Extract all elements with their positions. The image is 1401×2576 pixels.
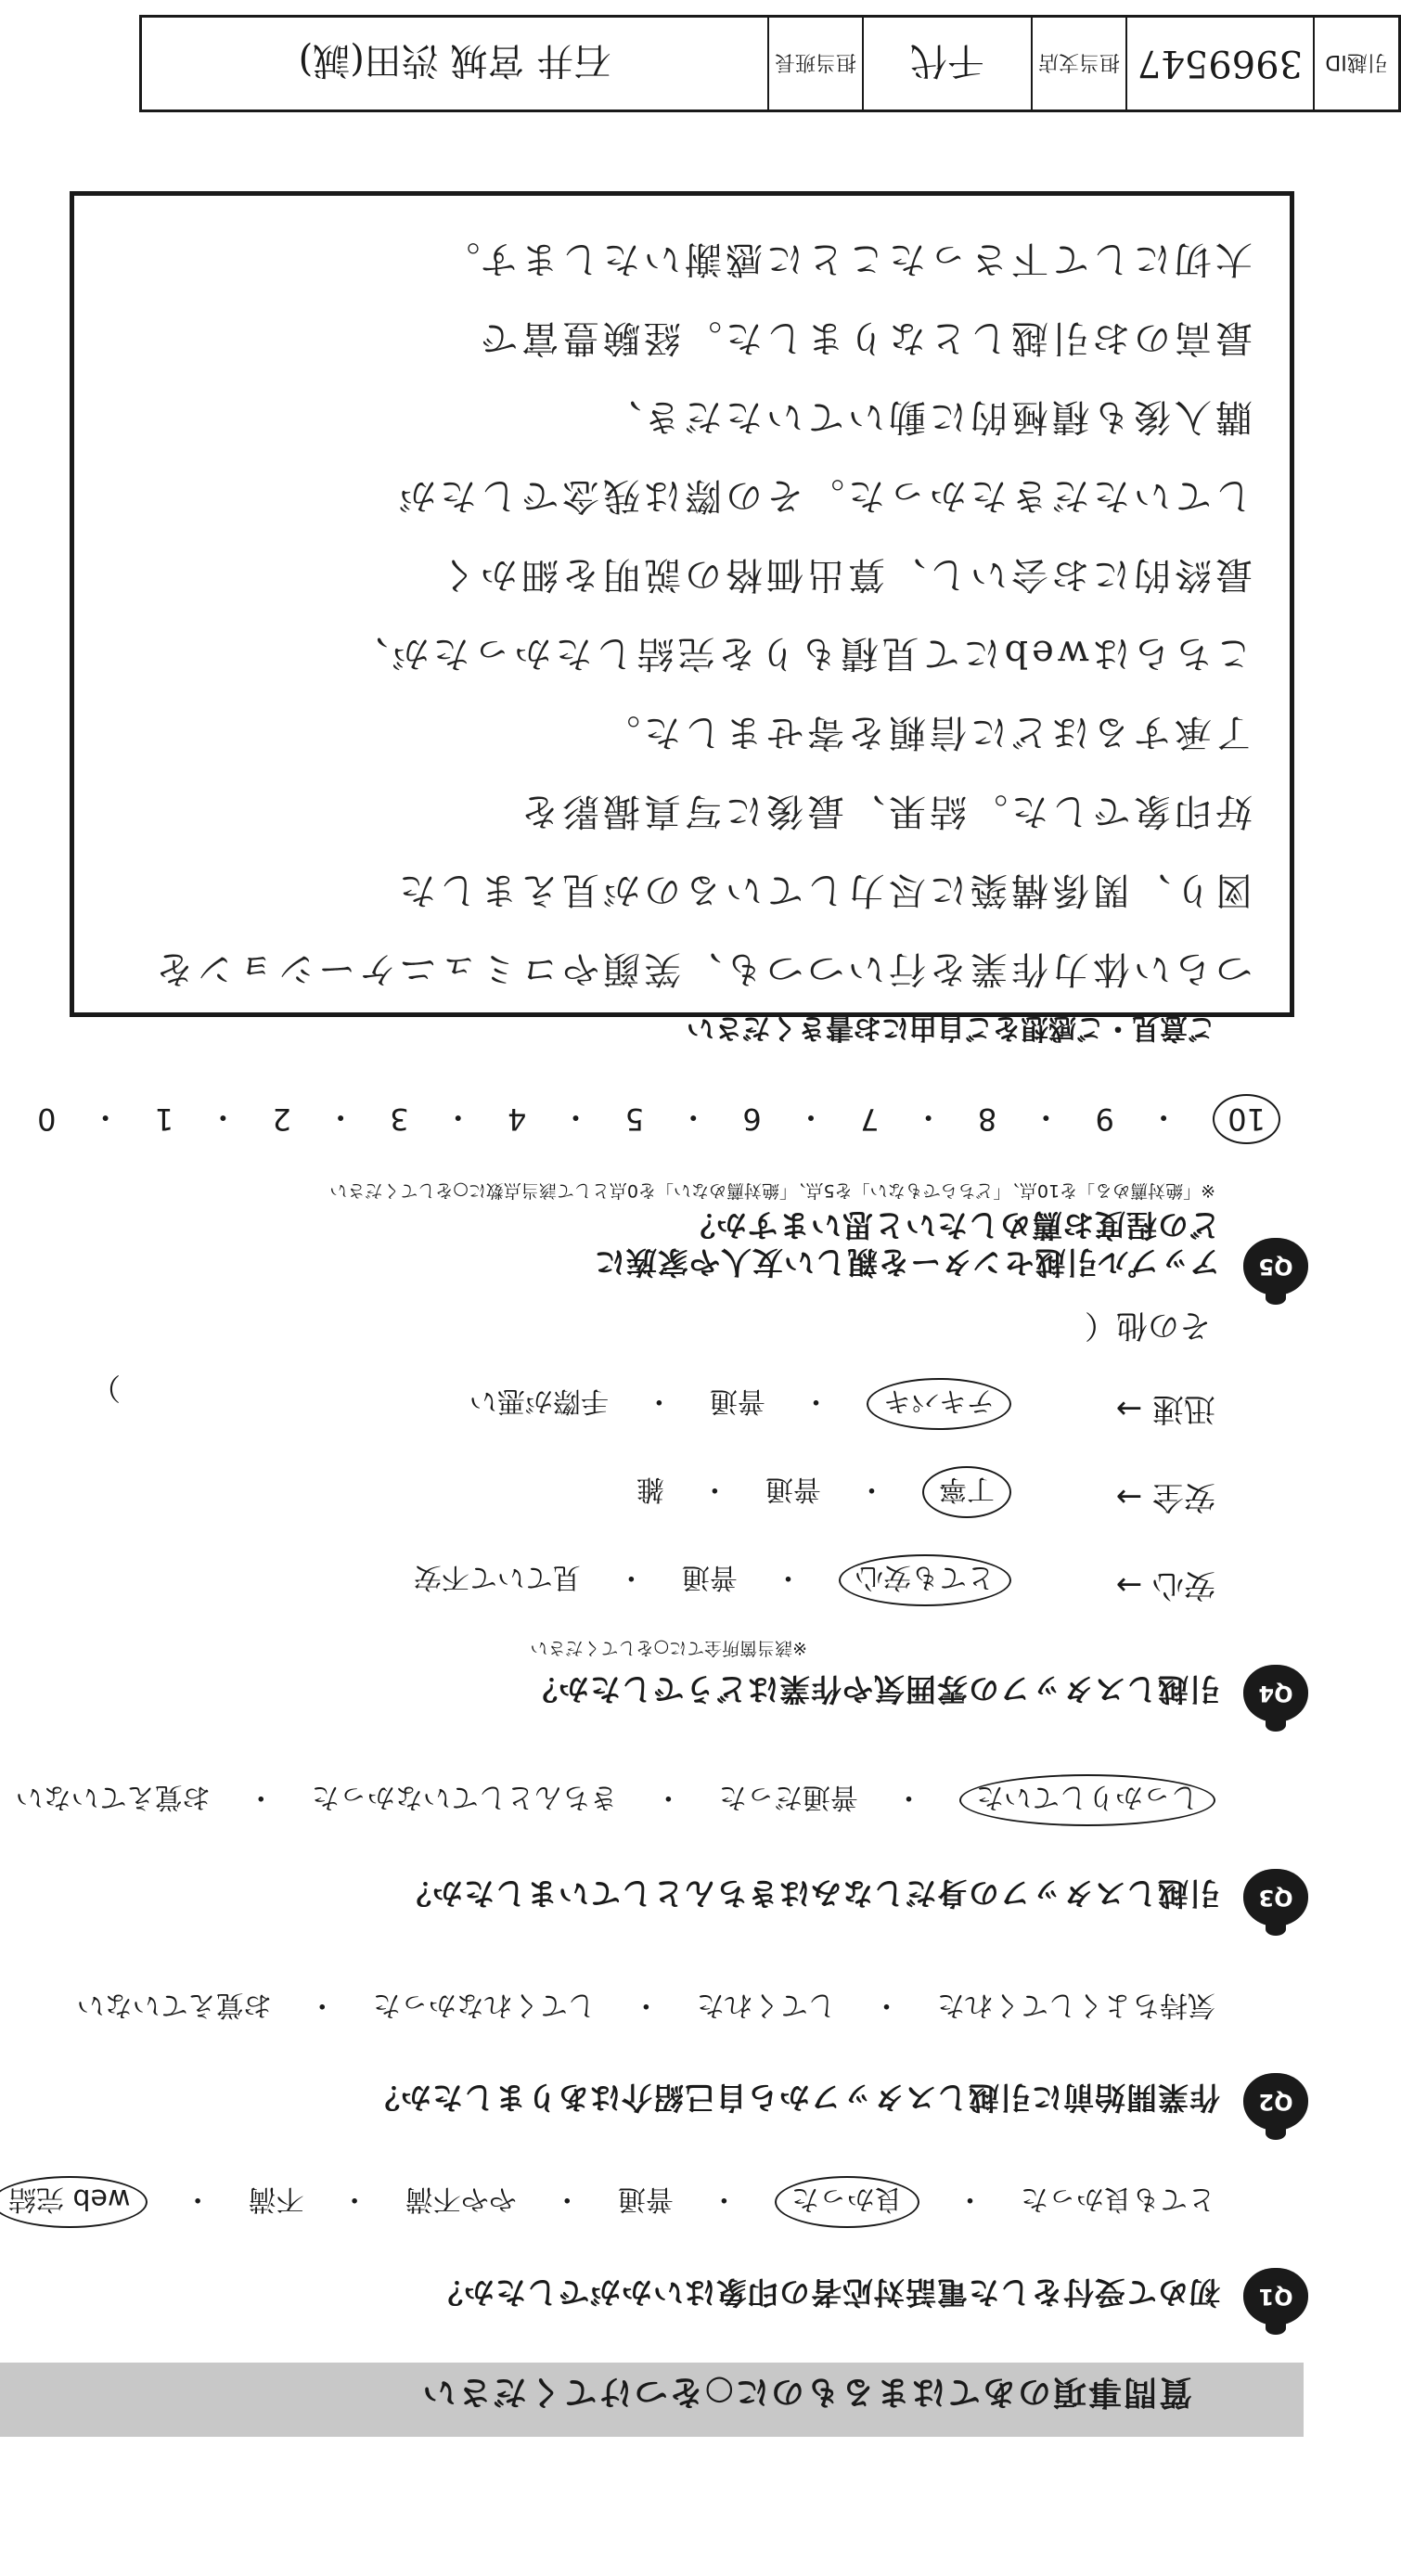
q3-badge: Q3 [1243, 1869, 1308, 1926]
q3-options: しっかりしていた ・ 普通だった ・ きちんとしていなかった ・ お覚えていない [0, 1774, 1215, 1826]
comment-title: ご意見・ご感想をご自由にお書きください [687, 1011, 1215, 1044]
q1-option-4[interactable]: やや不満 [405, 2183, 517, 2215]
q2-options: 気持ちよくしてくれた ・ してくれた ・ してくれなかった ・ お覚えていない [49, 1988, 1215, 2029]
comment-line-7: していただきたかった。その際は残念でしたが [395, 474, 1253, 517]
score-10-selected[interactable]: 10 [1213, 1094, 1280, 1144]
q4-anzen-option-3[interactable]: 雑 [636, 1473, 664, 1505]
comment-line-5: こちらはwebにて見積もりを完結したかったが、 [347, 632, 1253, 675]
q4-jinsoku-option-1-selected[interactable]: テキパキ [867, 1378, 1011, 1430]
q1-option-2-selected[interactable]: 良かった [775, 2176, 919, 2228]
comment-line-2: 図り、関係構築に尽力しているのが見えました [395, 869, 1253, 911]
q4-row-anzen-label: 安全 → [1115, 1478, 1215, 1515]
q1-option-6-selected[interactable]: web 完結 [0, 2176, 148, 2228]
id-value[interactable]: 3969547 [1125, 18, 1313, 109]
q5-text-line1: アップル引越センターを親しい友人や家族に [593, 1244, 1220, 1281]
score-9[interactable]: 9 [1095, 1101, 1114, 1137]
score-0[interactable]: 0 [37, 1101, 57, 1137]
id-label: 引越ID [1313, 18, 1398, 109]
q5-text-line2: どの程度お薦めしたいと思いますか？ [684, 1207, 1220, 1243]
comment-line-1: つらい体力作業を行いつつも、笑顔やコミュニケーションを [152, 947, 1253, 990]
comment-line-6: 最終的にお会いし、算出価格の説明を細かく [436, 553, 1253, 596]
q4-anshin-option-3[interactable]: 見ていて不安 [413, 1561, 581, 1593]
q2-option-3[interactable]: してくれなかった [372, 1989, 596, 2021]
q4-anshin-option-2[interactable]: 普通 [681, 1561, 738, 1593]
q4-row-anshin-options: とても安心 ・ 普通 ・ 見ていて不安 [386, 1554, 1011, 1606]
score-7[interactable]: 7 [860, 1101, 880, 1137]
page-title: 質問事項のあてはまるものに○をつけてください [420, 2373, 1192, 2411]
q4-note: ※該当箇所全てに○をしてください [530, 1638, 807, 1658]
comment-line-10: 大切にして下さったことに感謝いたします。 [439, 238, 1253, 280]
q4-row-jinsoku-label: 迅速 → [1115, 1390, 1215, 1427]
q1-option-3[interactable]: 普通 [617, 2183, 674, 2215]
branch-label: 担当支店 [1031, 18, 1125, 109]
q1-text: 初めて受付をした電話対応者の印象はいかがでしたか？ [431, 2274, 1220, 2311]
q2-badge: Q2 [1243, 2073, 1308, 2131]
q2-text: 作業開始前に引越しスタッフから自己紹介はありましたか？ [368, 2080, 1220, 2116]
q4-row-anshin-label: 安心 → [1115, 1566, 1215, 1604]
q4-other-label: その他（ [1085, 1307, 1211, 1344]
q4-text: 引越しスタッフの雰囲気や作業はどうでしたか？ [526, 1671, 1220, 1707]
q2-option-4[interactable]: お覚えていない [76, 1989, 272, 2021]
q4-badge: Q4 [1243, 1665, 1308, 1722]
q3-option-1-selected[interactable]: しっかりしていた [959, 1774, 1215, 1826]
staff-label: 担当班長 [767, 18, 862, 109]
comment-line-4: 了承するほどに信頼を寄せました。 [599, 711, 1253, 753]
score-1[interactable]: 1 [154, 1101, 174, 1137]
score-2[interactable]: 2 [272, 1101, 291, 1137]
q5-note: ※「絶対薦める」を10点、「どちらでもない」を5点、「絶対薦めない」を0点として該当点数に○をしてください [329, 1180, 1215, 1201]
comment-line-8: 購入後も積極的に動いていただき、 [600, 395, 1253, 438]
comment-line-3: 好印象でした。結果、最後に写真撮影を [518, 790, 1253, 832]
q1-option-1[interactable]: とても良かった [1021, 2183, 1215, 2215]
comment-line-9: 最高のお引越しとなりました。経験豊富で [477, 316, 1253, 359]
q4-anzen-option-1-selected[interactable]: 丁寧 [922, 1466, 1011, 1518]
score-8[interactable]: 8 [977, 1101, 997, 1137]
q4-anshin-option-1-selected[interactable]: とても安心 [839, 1554, 1011, 1606]
q1-option-5[interactable]: 不満 [248, 2183, 304, 2215]
score-6[interactable]: 6 [742, 1101, 762, 1137]
q4-anzen-option-2[interactable]: 普通 [765, 1473, 821, 1505]
q2-option-1-selected[interactable]: 気持ちよくしてくれた [937, 1989, 1215, 2021]
q5-badge: Q5 [1243, 1238, 1308, 1295]
branch-value[interactable]: 千代 [862, 18, 1031, 109]
q3-text: 引越しスタッフの身だしなみはきちんとしていましたか？ [400, 1875, 1220, 1912]
score-4[interactable]: 4 [507, 1101, 527, 1137]
q4-row-jinsoku-options: テキパキ ・ 普通 ・ 手際が悪い [442, 1378, 1011, 1430]
q3-option-3[interactable]: きちんとしていなかった [311, 1781, 618, 1813]
q1-options: とても良かった ・ 良かった ・ 普通 ・ やや不満 ・ 不満 ・ web 完結 [0, 2176, 1215, 2228]
q2-option-2[interactable]: してくれた [696, 1989, 836, 2021]
q3-option-2[interactable]: 普通だった [718, 1781, 858, 1813]
score-3[interactable]: 3 [390, 1101, 409, 1137]
q5-score-scale: 10 ・ 9 ・ 8 ・ 7 ・ 6 ・ 5 ・ 4 ・ 3 ・ 2 ・ 1 ・ 0 [37, 1091, 1280, 1147]
q4-other-close: ） [90, 1371, 121, 1406]
q3-option-4[interactable]: お覚えていない [15, 1781, 211, 1813]
q4-jinsoku-option-3[interactable]: 手際が悪い [469, 1385, 609, 1417]
q4-jinsoku-option-2[interactable]: 普通 [709, 1385, 765, 1417]
staff-value[interactable]: 石井 宮城 渋田(誠) [298, 39, 611, 82]
q1-badge: Q1 [1243, 2268, 1308, 2325]
score-5[interactable]: 5 [624, 1101, 645, 1137]
q4-row-anzen-options: 丁寧 ・ 普通 ・ 雑 [609, 1466, 1011, 1518]
id-table [139, 15, 1401, 112]
